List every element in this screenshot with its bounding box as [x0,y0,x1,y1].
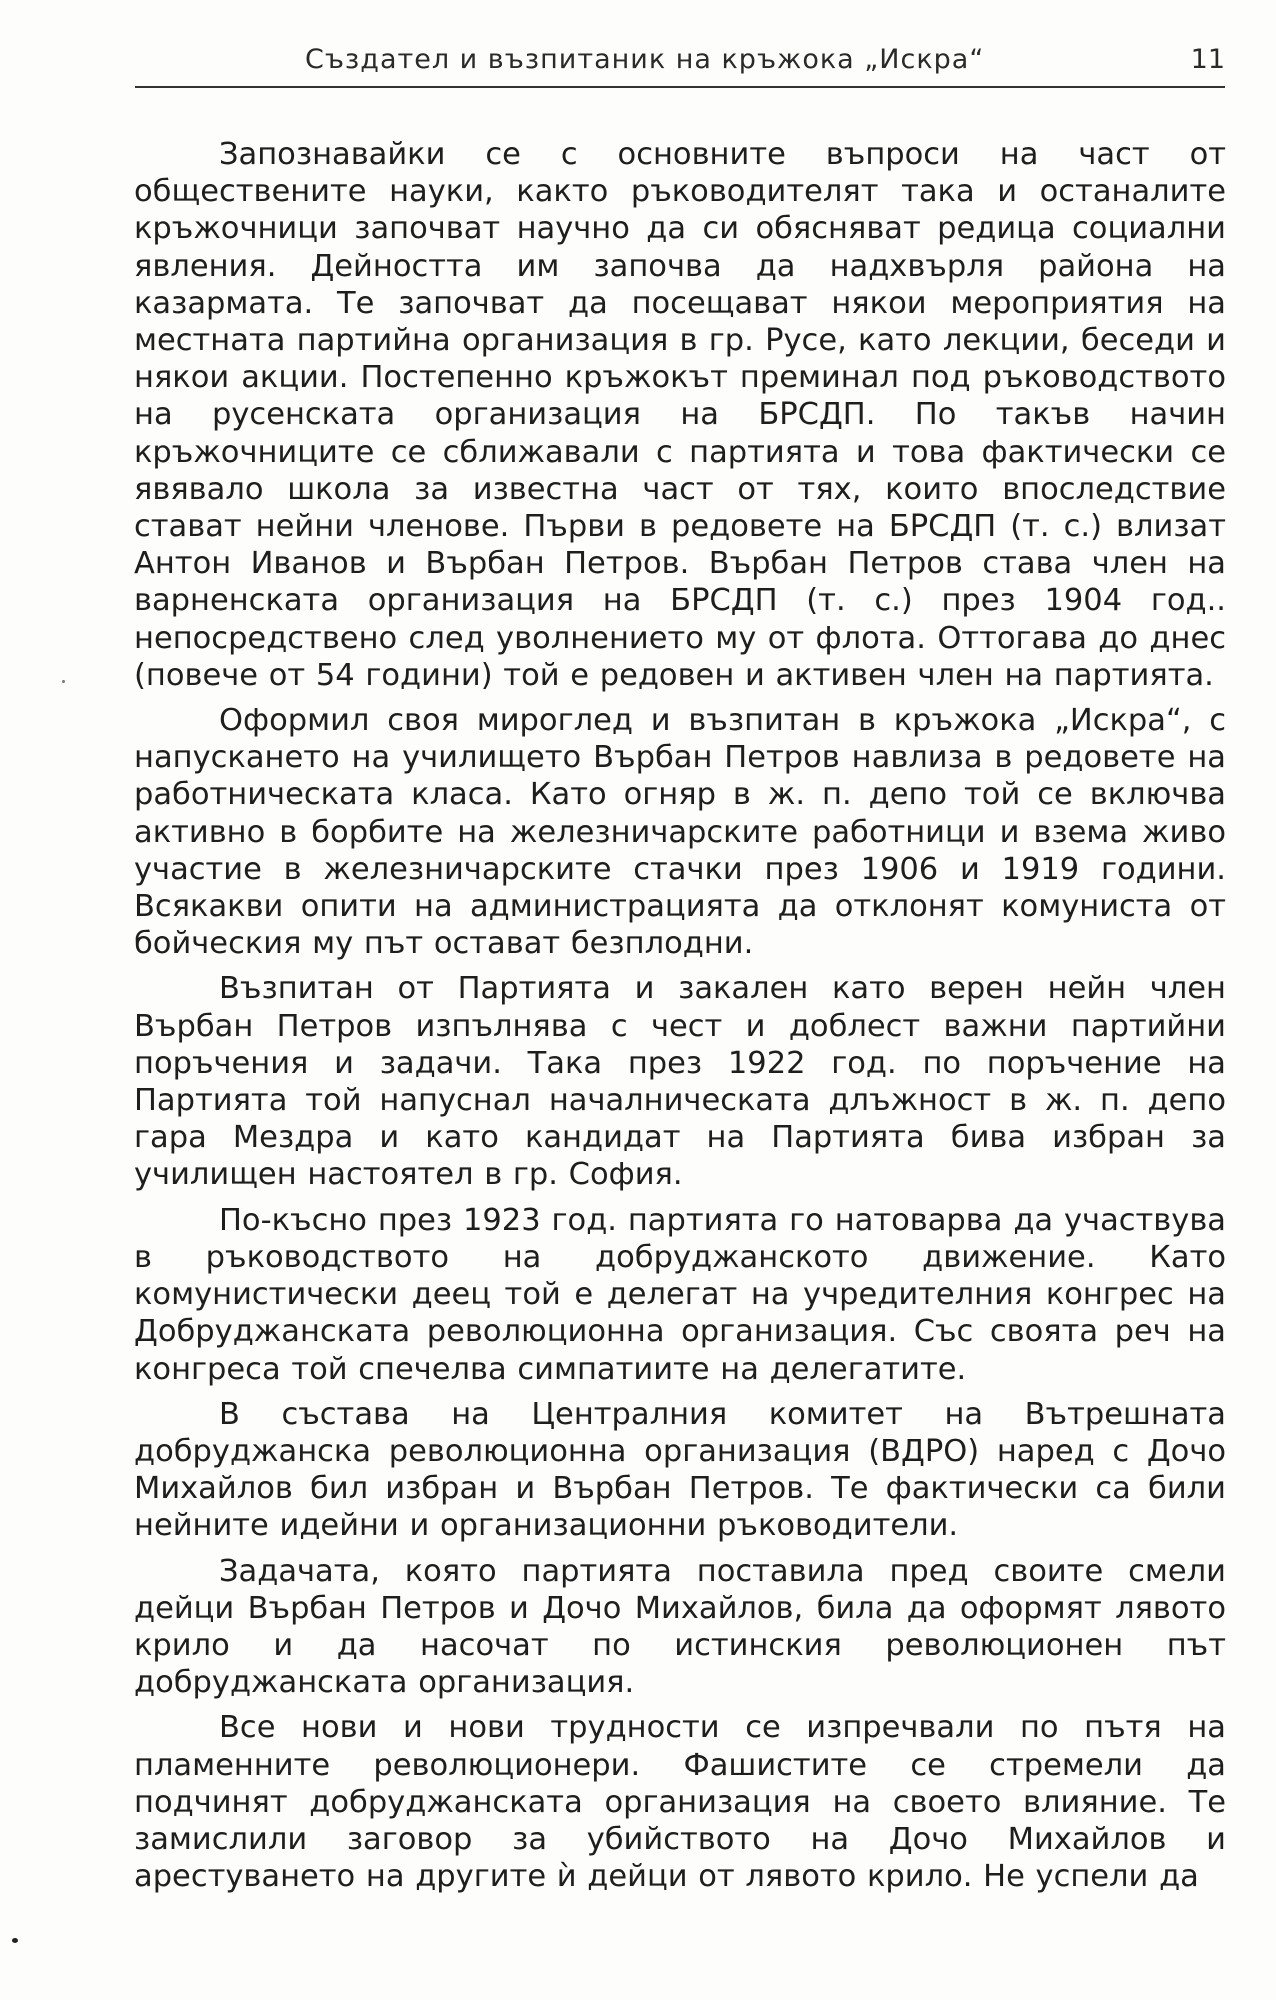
body-text [134,136,1226,1895]
paragraph: По-късно през 1923 год. партията го натоварва да участвува в ръководството на добруджанското движение. Като комунистически деец той е делегат на учредителния конгрес на Добруджанската революционна организация. Със своята реч на конгреса той спечелва симпатиите на делегатите. [134,1202,1226,1387]
paragraph: Все нови и нови трудности се изпречвали по пътя на пламенните революционери. Фашистите се стремели да подчинят добруджанската организация на своето влияние. Те замислили заговор за убийството на Дочо Михайлов и арестуването на другите ѝ дейци от лявото крило. Не успели да [134,1710,1226,1895]
paragraph: В състава на Централния комитет на Вътрешната добруджанска революционна организация (ВДРО) наред с Дочо Михайлов бил избран и Върбан Петров. Те фактически са били нейните идейни и организационни ръководители. [134,1396,1226,1544]
paragraph: Запознавайки се с основните въпроси на част от обществените науки, както ръководителят така и останалите кръжочници започват научно да си обясняват редица социални явления. Дейността им започва да надхвърля района на казармата. Те започват да посещават някои мероприятия на местната партийна организация в гр. Русе, като лекции, беседи и някои акции. Постепенно кръжокът преминал под ръководството на русенската организация на БРСДП. По такъв начин кръжочниците се сближавали с партията и това фактически се явявало школа за известна част от тях, които впоследствие стават нейни членове. Първи в редовете на БРСДП (т. с.) влизат Антон Иванов и Върбан Петров. Върбан Петров става член на варненската организация на БРСДП (т. с.) през 1904 год.. непосредствено след уволнението му от флота. Оттогава до днес (повече от 54 години) той е редовен и активен член на партията. [134,137,1226,693]
paragraph: Оформил своя мироглед и възпитан в кръжока „Искра“, с напускането на училището Върбан Петров навлиза в редовете на работническата класа. Като огняр в ж. п. депо той се включва активно в борбите на железничарските работници и взема живо участие в железничарските стачки през 1906 и 1919 години. Всякакви опити на администрацията да отклонят комуниста от бойческия му път остават безплодни. [134,703,1226,962]
paragraph: Възпитан от Партията и закален като верен нейн член Върбан Петров изпълнява с чест и доблест важни партийни поръчения и задачи. Така през 1922 год. по поръчение на Партията той напуснал началническата длъжност в ж. п. депо гара Мездра и като кандидат на Партията бива избран за училищен настоятел в гр. София. [134,971,1226,1193]
scan-speck [62,680,65,683]
running-title: Създател и възпитаник на кръжока „Искра“ [305,44,985,75]
scan-speck [12,1938,18,1943]
page-number: 11 [1190,44,1225,75]
paragraph: Задачата, която партията поставила пред своите смели дейци Върбан Петров и Дочо Михайлов, била да оформят лявото крило и да насочат по истинския революционен път добруджанската организация. [134,1553,1226,1701]
running-header [135,38,1225,78]
header-rule [135,86,1225,88]
